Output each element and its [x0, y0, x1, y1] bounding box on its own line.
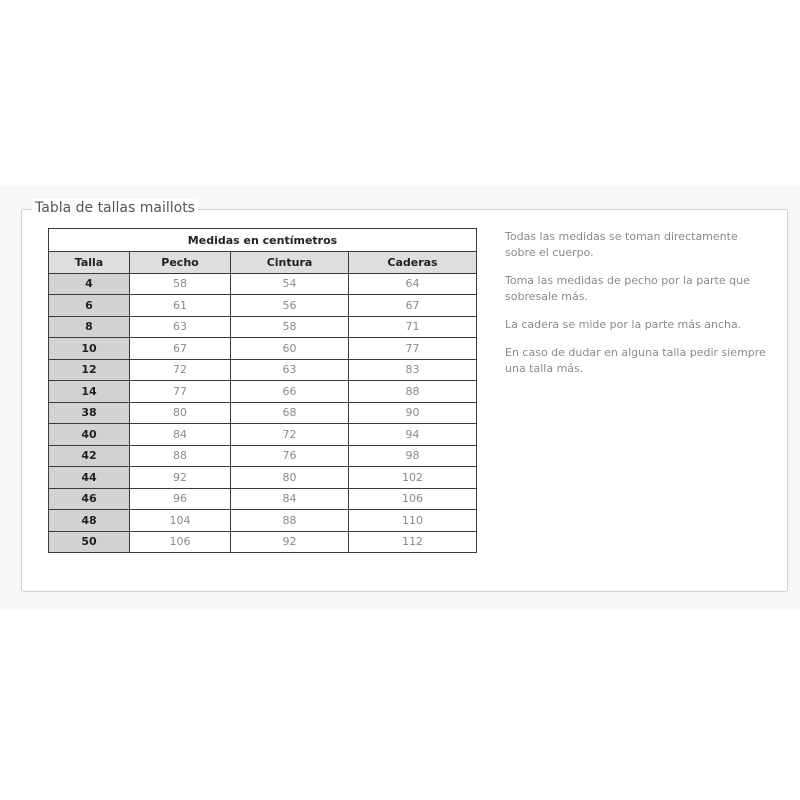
cell-cintura: 66 — [231, 381, 349, 403]
cell-cintura: 56 — [231, 295, 349, 317]
table-row — [49, 338, 477, 360]
cell-talla: 38 — [49, 402, 130, 424]
cell-cintura: 88 — [231, 510, 349, 532]
note-4: En caso de dudar en alguna talla pedir siempre una talla más. — [505, 346, 766, 375]
cell-cintura: 63 — [231, 359, 349, 381]
table-row — [49, 531, 477, 553]
cell-talla: 8 — [49, 316, 130, 338]
header-caderas: Caderas — [349, 252, 477, 274]
table-caption: Medidas en centímetros — [49, 229, 477, 252]
cell-pecho: 106 — [130, 531, 231, 553]
cell-cintura: 76 — [231, 445, 349, 467]
cell-cintura: 92 — [231, 531, 349, 553]
cell-caderas: 90 — [349, 402, 477, 424]
cell-pecho: 104 — [130, 510, 231, 532]
cell-cintura: 80 — [231, 467, 349, 489]
cell-pecho: 72 — [130, 359, 231, 381]
cell-talla: 14 — [49, 381, 130, 403]
cell-caderas: 77 — [349, 338, 477, 360]
cell-caderas: 98 — [349, 445, 477, 467]
table-row — [49, 402, 477, 424]
note-3: La cadera se mide por la parte más ancha. — [505, 318, 742, 331]
table-row — [49, 273, 477, 295]
cell-pecho: 88 — [130, 445, 231, 467]
header-pecho: Pecho — [130, 252, 231, 274]
cell-caderas: 64 — [349, 273, 477, 295]
cell-pecho: 84 — [130, 424, 231, 446]
cell-cintura: 54 — [231, 273, 349, 295]
cell-pecho: 92 — [130, 467, 231, 489]
cell-caderas: 71 — [349, 316, 477, 338]
cell-talla: 44 — [49, 467, 130, 489]
table-row — [49, 510, 477, 532]
measurement-notes — [505, 229, 770, 389]
cell-pecho: 58 — [130, 273, 231, 295]
table-row — [49, 467, 477, 489]
table-row — [49, 488, 477, 510]
size-table — [48, 228, 477, 553]
cell-pecho: 63 — [130, 316, 231, 338]
cell-caderas: 110 — [349, 510, 477, 532]
note-2: Toma las medidas de pecho por la parte que sobresale más. — [505, 274, 750, 303]
cell-pecho: 61 — [130, 295, 231, 317]
table-row — [49, 381, 477, 403]
table-row — [49, 295, 477, 317]
cell-talla: 12 — [49, 359, 130, 381]
table-row — [49, 424, 477, 446]
header-cintura: Cintura — [231, 252, 349, 274]
cell-cintura: 72 — [231, 424, 349, 446]
cell-caderas: 112 — [349, 531, 477, 553]
cell-cintura: 58 — [231, 316, 349, 338]
cell-talla: 46 — [49, 488, 130, 510]
cell-caderas: 83 — [349, 359, 477, 381]
cell-talla: 50 — [49, 531, 130, 553]
cell-caderas: 102 — [349, 467, 477, 489]
table-row — [49, 359, 477, 381]
cell-talla: 40 — [49, 424, 130, 446]
panel-title: Tabla de tallas maillots — [32, 199, 198, 217]
cell-talla: 4 — [49, 273, 130, 295]
cell-pecho: 96 — [130, 488, 231, 510]
cell-pecho: 77 — [130, 381, 231, 403]
cell-pecho: 80 — [130, 402, 231, 424]
cell-talla: 42 — [49, 445, 130, 467]
note-1: Todas las medidas se toman directamente sobre el cuerpo. — [505, 230, 738, 259]
header-talla: Talla — [49, 252, 130, 274]
cell-talla: 48 — [49, 510, 130, 532]
cell-cintura: 84 — [231, 488, 349, 510]
table-row — [49, 445, 477, 467]
cell-cintura: 68 — [231, 402, 349, 424]
cell-caderas: 88 — [349, 381, 477, 403]
cell-caderas: 106 — [349, 488, 477, 510]
cell-talla: 6 — [49, 295, 130, 317]
table-header-row — [49, 252, 477, 274]
table-row — [49, 316, 477, 338]
cell-talla: 10 — [49, 338, 130, 360]
cell-caderas: 94 — [349, 424, 477, 446]
cell-caderas: 67 — [349, 295, 477, 317]
cell-cintura: 60 — [231, 338, 349, 360]
cell-pecho: 67 — [130, 338, 231, 360]
